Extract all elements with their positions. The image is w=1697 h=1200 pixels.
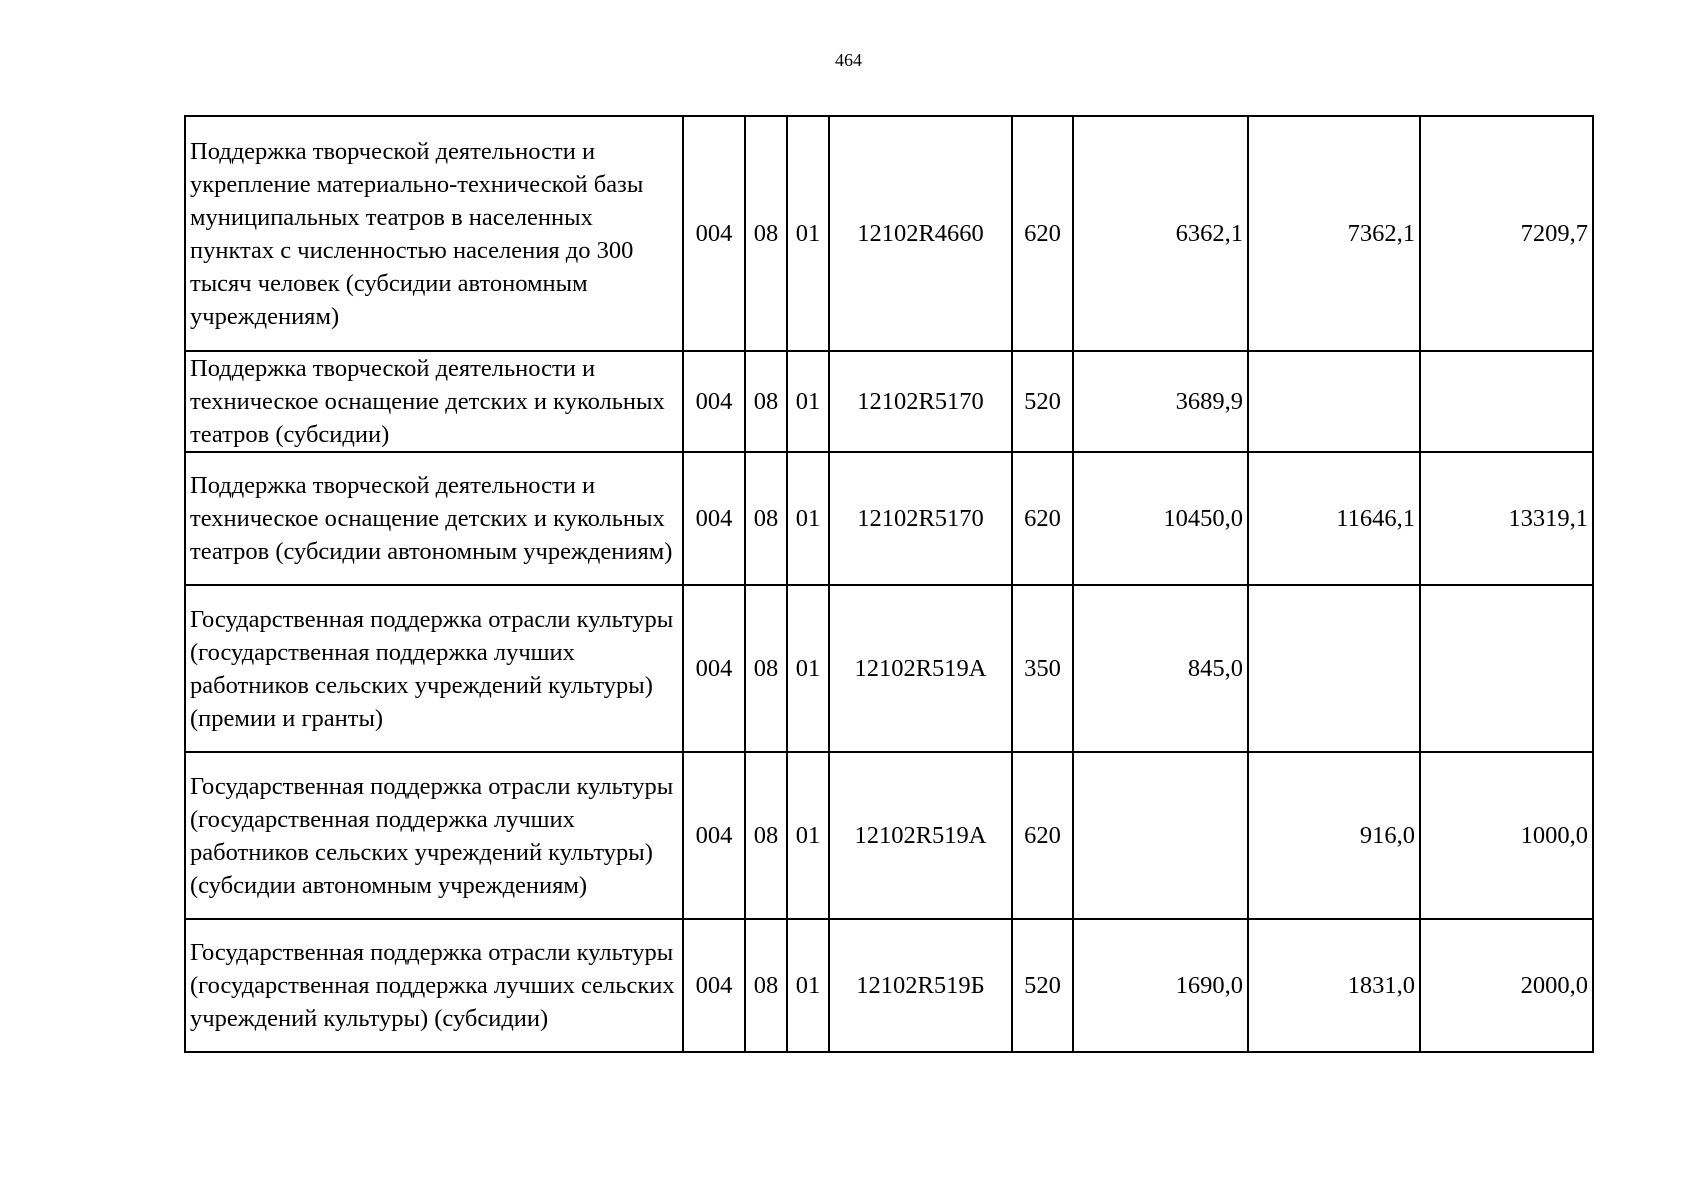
- row-description: Поддержка творческой деятельности и техническое оснащение детских и кукольных театров (субсидии): [185, 351, 683, 452]
- table-row: [185, 351, 1593, 452]
- amount-year-1: [1073, 752, 1248, 919]
- section-code: 08: [745, 585, 787, 752]
- row-description: Поддержка творческой деятельности и укрепление материально-технической базы муниципальных театров в населенных пунктах с численностью населения до 300 тысяч человек (субсидии автономным учреждениям): [185, 116, 683, 351]
- table-row: [185, 452, 1593, 585]
- amount-year-1: 6362,1: [1073, 116, 1248, 351]
- target-article-code: 12102R519А: [829, 585, 1012, 752]
- row-description: Государственная поддержка отрасли культуры (государственная поддержка лучших работников сельских учреждений культуры) (субсидии автономным учреждениям): [185, 752, 683, 919]
- row-description: Государственная поддержка отрасли культуры (государственная поддержка лучших сельских учреждений культуры) (субсидии): [185, 919, 683, 1052]
- subsection-code: 01: [787, 752, 829, 919]
- amount-year-1: 1690,0: [1073, 919, 1248, 1052]
- row-description: Поддержка творческой деятельности и техническое оснащение детских и кукольных театров (субсидии автономным учреждениям): [185, 452, 683, 585]
- ministry-code: 004: [683, 585, 745, 752]
- expense-type-code: 620: [1012, 116, 1073, 351]
- amount-year-3: 2000,0: [1420, 919, 1593, 1052]
- section-code: 08: [745, 452, 787, 585]
- ministry-code: 004: [683, 351, 745, 452]
- subsection-code: 01: [787, 919, 829, 1052]
- amount-year-3: [1420, 585, 1593, 752]
- ministry-code: 004: [683, 752, 745, 919]
- amount-year-2: [1248, 351, 1420, 452]
- amount-year-2: 916,0: [1248, 752, 1420, 919]
- subsection-code: 01: [787, 351, 829, 452]
- ministry-code: 004: [683, 452, 745, 585]
- ministry-code: 004: [683, 116, 745, 351]
- expense-type-code: 350: [1012, 585, 1073, 752]
- amount-year-1: 10450,0: [1073, 452, 1248, 585]
- subsection-code: 01: [787, 585, 829, 752]
- table-row: [185, 116, 1593, 351]
- section-code: 08: [745, 351, 787, 452]
- row-description: Государственная поддержка отрасли культуры (государственная поддержка лучших работников сельских учреждений культуры) (премии и гранты): [185, 585, 683, 752]
- amount-year-1: 845,0: [1073, 585, 1248, 752]
- table-row: [185, 752, 1593, 919]
- subsection-code: 01: [787, 116, 829, 351]
- target-article-code: 12102R4660: [829, 116, 1012, 351]
- amount-year-2: 7362,1: [1248, 116, 1420, 351]
- section-code: 08: [745, 116, 787, 351]
- amount-year-1: 3689,9: [1073, 351, 1248, 452]
- table-row: [185, 919, 1593, 1052]
- expense-type-code: 620: [1012, 452, 1073, 585]
- amount-year-2: 11646,1: [1248, 452, 1420, 585]
- amount-year-2: [1248, 585, 1420, 752]
- page-number: 464: [835, 50, 862, 70]
- amount-year-3: 1000,0: [1420, 752, 1593, 919]
- target-article-code: 12102R519А: [829, 752, 1012, 919]
- ministry-code: 004: [683, 919, 745, 1052]
- expense-type-code: 520: [1012, 351, 1073, 452]
- target-article-code: 12102R5170: [829, 452, 1012, 585]
- budget-table: [184, 115, 1594, 1053]
- amount-year-2: 1831,0: [1248, 919, 1420, 1052]
- section-code: 08: [745, 752, 787, 919]
- section-code: 08: [745, 919, 787, 1052]
- expense-type-code: 520: [1012, 919, 1073, 1052]
- amount-year-3: [1420, 351, 1593, 452]
- table-row: [185, 585, 1593, 752]
- target-article-code: 12102R519Б: [829, 919, 1012, 1052]
- target-article-code: 12102R5170: [829, 351, 1012, 452]
- expense-type-code: 620: [1012, 752, 1073, 919]
- amount-year-3: 13319,1: [1420, 452, 1593, 585]
- subsection-code: 01: [787, 452, 829, 585]
- amount-year-3: 7209,7: [1420, 116, 1593, 351]
